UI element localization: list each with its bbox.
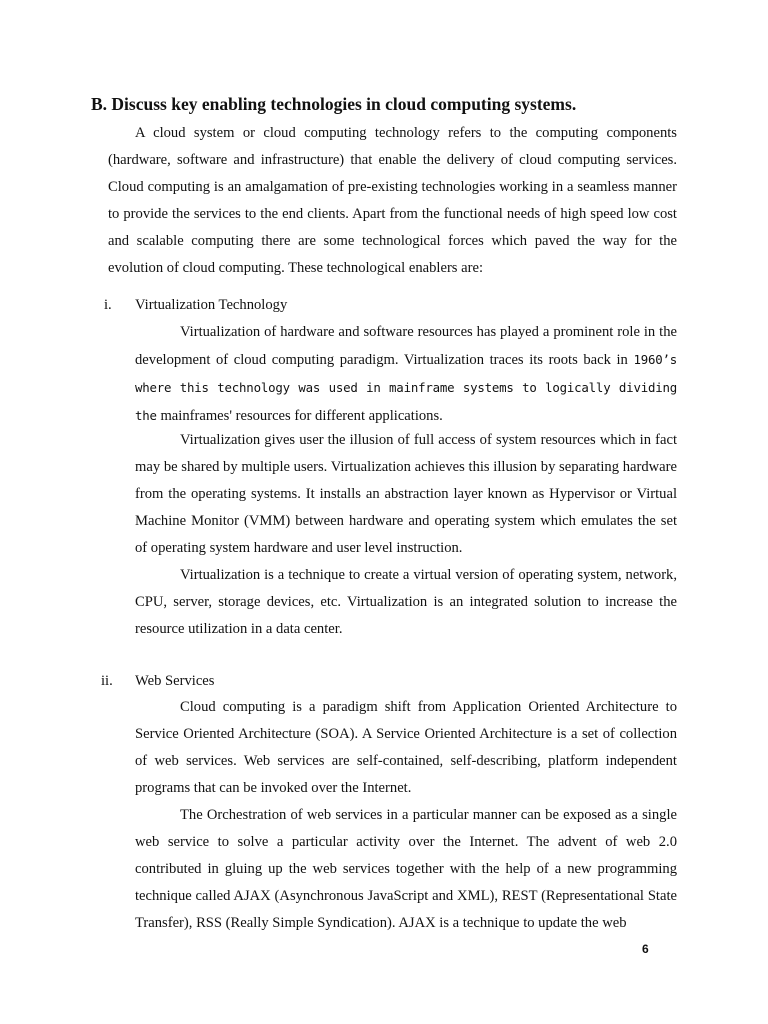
page-number: 6 <box>642 942 649 956</box>
virtualization-paragraph-1-end: mainframes' resources for different applications. <box>160 408 443 424</box>
virtualization-paragraph-1-start: Virtualization of hardware and software resources has played a prominent role in the development of cloud computing paradigm. Virtualization traces its roots back in <box>135 324 677 368</box>
virtualization-paragraph-3: Virtualization is a technique to create a virtual version of operating system, network, CPU, server, storage devices, etc. Virtualization is an integrated solution to increase the resource utilization in a data center. <box>135 567 677 637</box>
web-services-paragraph-2: The Orchestration of web services in a particular manner can be exposed as a single web service to solve a particular activity over the Internet. The advent of web 2.0 contributed in gluing up the web services together with the help of a new programming technique called AJAX (Asynchronous JavaScript and XML), REST (Representational State Transfer), RSS (Really Simple Syndication). AJAX is a technique to update the web <box>135 807 677 931</box>
subsection-title-virtualization: Virtualization Technology <box>135 297 288 313</box>
virtualization-paragraph-1-mono: 1960’s where this technology was used in mainframe systems to logically dividing the <box>135 352 677 423</box>
subsection-title-web-services: Web Services <box>135 673 215 689</box>
list-number-ii: ii. <box>101 673 113 689</box>
virtualization-paragraph-2: Virtualization gives user the illusion of full access of system resources which in fact may be shared by multiple users. Virtualization achieves this illusion by separating hardware from the operating systems. It installs an abstraction layer known as Hypervisor or Virtual Machine Monitor (VMM) between hardware and operating system which emulates the set of operating system hardware and user level instruction. <box>135 432 677 556</box>
section-heading: B. Discuss key enabling technologies in cloud computing systems. <box>91 94 577 114</box>
virtualization-paragraph-1 <box>135 319 677 430</box>
intro-paragraph: A cloud system or cloud computing technology refers to the computing components (hardware, software and infrastructure) that enable the delivery of cloud computing services. Cloud computing is an amalgamation of pre-existing technologies working in a seamless manner to provide the services to the end clients. Apart from the functional needs of high speed low cost and scalable computing there are some technological forces which paved the way for the evolution of cloud computing. These technological enablers are: <box>108 125 677 276</box>
web-services-paragraph-1: Cloud computing is a paradigm shift from Application Oriented Architecture to Service Oriented Architecture (SOA). A Service Oriented Architecture is a set of collection of web services. Web services are self-contained, self-describing, platform independent programs that can be invoked over the Internet. <box>135 699 677 796</box>
list-number-i: i. <box>104 297 112 313</box>
